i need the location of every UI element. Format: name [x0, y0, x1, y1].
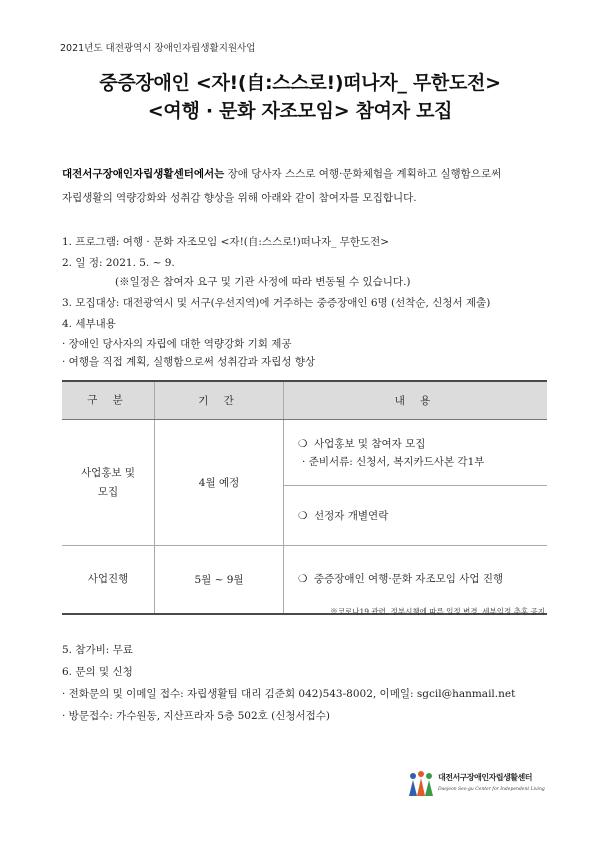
item-schedule-note: (※일정은 참여자 요구 및 기관 사정에 따라 변동될 수 있습니다.)	[115, 276, 411, 288]
item-fee: 5. 참가비: 무료	[62, 644, 133, 656]
detail-1: · 장애인 당사자의 자립에 대한 역량강화 기회 제공	[62, 338, 292, 350]
circle-bullet-icon: ❍	[298, 509, 308, 522]
row2-category: 사업진행	[62, 546, 155, 614]
title-line-2: <여행 · 문화 자조모임> 참여자 모집	[147, 100, 453, 122]
covid-footnote: ※코로나19 관련, 정부시책에 따른 일정 변경, 세부일정 추후 공지	[330, 607, 545, 616]
row1-content-documents: · 준비서류: 신청서, 복지카드사본 각1부	[302, 455, 485, 468]
row1-content-contact: 선정자 개별연락	[314, 509, 389, 522]
logo-subtitle: Daejeon Seo-gu Center for Independent Living	[438, 787, 545, 792]
organization-name: 대전서구장애인자립생활센터에서는	[62, 168, 225, 180]
center-logo	[406, 770, 556, 800]
item-program: 1. 프로그램: 여행 · 문화 자조모임 <자!(自:스스로!)떠나자_ 무한도전>	[62, 236, 390, 248]
logo-name: 대전서구장애인자립생활센터	[438, 773, 532, 782]
intro-paragraph-line-1	[62, 162, 546, 186]
row2-content-text: 중증장애인 여행·문화 자조모임 사업 진행	[314, 573, 504, 586]
row2-period: 5월 ~ 9월	[155, 546, 284, 614]
logo-figures-icon	[406, 770, 436, 798]
table-row	[62, 546, 547, 614]
table-header-row	[62, 381, 547, 420]
row1-content-title: 사업홍보 및 참여자 모집	[314, 437, 426, 450]
header-category: 구 분	[62, 381, 155, 420]
row1-category	[62, 420, 155, 546]
row1-period: 4월 예정	[155, 420, 284, 546]
row1-content-b	[284, 486, 548, 546]
table-row	[62, 420, 547, 486]
circle-bullet-icon: ❍	[298, 573, 308, 586]
title-line-1: 중증장애인 <자!(自:스스로!)떠나자_ 무한도전>	[99, 72, 501, 94]
row1-content-a	[284, 420, 548, 486]
row1-category-line-2: 모집	[97, 485, 119, 498]
contact-visit: · 방문접수: 가수원동, 지산프라자 5층 502호 (신청서접수)	[62, 710, 331, 722]
item-target: 3. 모집대상: 대전광역시 및 서구(우선지역)에 거주하는 중증장애인 6명 (선착순, 신청서 제출)	[62, 297, 491, 309]
program-note: 2021년도 대전광역시 장애인자립생활지원사업	[60, 43, 256, 54]
circle-bullet-icon: ❍	[298, 437, 308, 450]
intro-paragraph-line-2: 자립생활의 역량강화와 성취감 향상을 위해 아래와 같이 참여자를 모집합니다.	[62, 192, 417, 204]
row1-category-line-1: 사업홍보 및	[80, 466, 136, 479]
intro-text-1: 장애 당사자 스스로 여행·문화체험을 계획하고 실행함으로써	[224, 168, 502, 180]
contact-phone-email: · 전화문의 및 이메일 접수: 자립생활팀 대리 김준회 042)543-8002, 이메일: sgcil@hanmail.net	[62, 688, 516, 700]
header-period: 기 간	[155, 381, 284, 420]
row2-content	[284, 546, 548, 614]
detail-2: · 여행을 직접 계획, 실행함으로써 성취감과 자립성 향상	[62, 356, 316, 368]
item-schedule: 2. 일 정: 2021. 5. ~ 9.	[62, 257, 175, 269]
item-contact-title: 6. 문의 및 신청	[62, 666, 133, 678]
schedule-table	[62, 380, 547, 615]
item-details: 4. 세부내용	[62, 318, 116, 330]
header-content: 내 용	[284, 381, 548, 420]
